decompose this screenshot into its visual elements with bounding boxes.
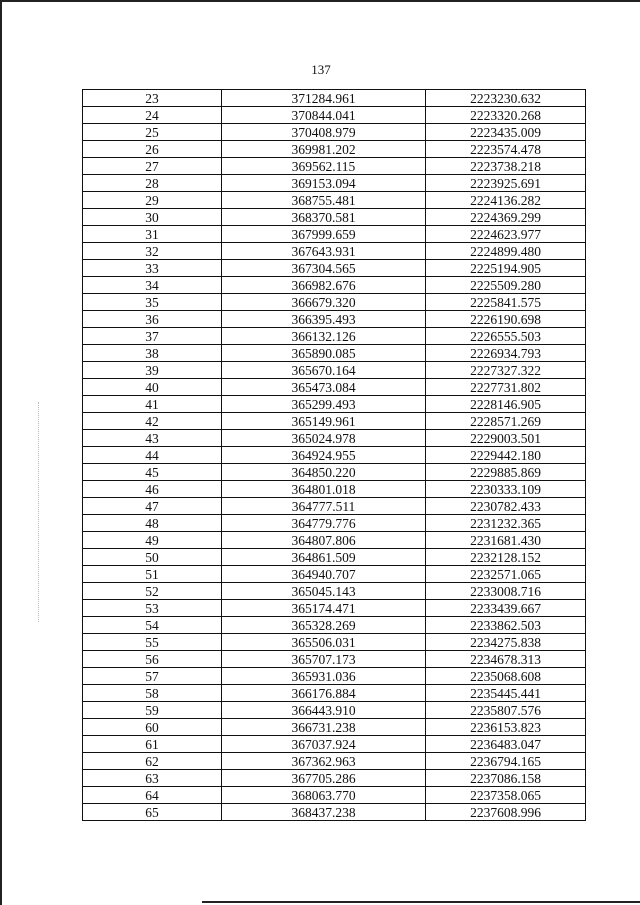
table-row [83,566,586,583]
y-coordinate-cell: 2234678.313 [426,651,586,668]
x-coordinate-cell: 366176.884 [222,685,426,702]
y-coordinate-cell: 2228571.269 [426,413,586,430]
y-coordinate-cell: 2237086.158 [426,770,586,787]
x-coordinate-cell: 366731.238 [222,719,426,736]
y-coordinate-cell: 2231681.430 [426,532,586,549]
y-coordinate-cell: 2225194.905 [426,260,586,277]
point-number-cell: 61 [83,736,222,753]
point-number-cell: 49 [83,532,222,549]
table-row [83,209,586,226]
table-row [83,770,586,787]
x-coordinate-cell: 368370.581 [222,209,426,226]
table-row [83,600,586,617]
table-row [83,430,586,447]
x-coordinate-cell: 365473.084 [222,379,426,396]
table-row [83,158,586,175]
point-number-cell: 62 [83,753,222,770]
y-coordinate-cell: 2225509.280 [426,277,586,294]
x-coordinate-cell: 365328.269 [222,617,426,634]
table-row [83,328,586,345]
point-number-cell: 39 [83,362,222,379]
page-number: 137 [311,62,331,77]
x-coordinate-cell: 364779.776 [222,515,426,532]
x-coordinate-cell: 368755.481 [222,192,426,209]
y-coordinate-cell: 2226190.698 [426,311,586,328]
table-row [83,141,586,158]
y-coordinate-cell: 2237608.996 [426,804,586,821]
table-row [83,719,586,736]
table-row [83,413,586,430]
point-number-cell: 28 [83,175,222,192]
x-coordinate-cell: 370408.979 [222,124,426,141]
table-row [83,685,586,702]
table-row [83,736,586,753]
x-coordinate-cell: 368063.770 [222,787,426,804]
table-row [83,362,586,379]
point-number-cell: 38 [83,345,222,362]
scan-edge-line [202,901,640,903]
point-number-cell: 47 [83,498,222,515]
point-number-cell: 23 [83,90,222,107]
y-coordinate-cell: 2233439.667 [426,600,586,617]
x-coordinate-cell: 368437.238 [222,804,426,821]
x-coordinate-cell: 365506.031 [222,634,426,651]
table-row [83,175,586,192]
point-number-cell: 36 [83,311,222,328]
coordinates-table [82,89,586,821]
y-coordinate-cell: 2224136.282 [426,192,586,209]
x-coordinate-cell: 364861.509 [222,549,426,566]
x-coordinate-cell: 365024.978 [222,430,426,447]
table-row [83,532,586,549]
point-number-cell: 59 [83,702,222,719]
x-coordinate-cell: 364850.220 [222,464,426,481]
x-coordinate-cell: 365890.085 [222,345,426,362]
point-number-cell: 40 [83,379,222,396]
point-number-cell: 45 [83,464,222,481]
y-coordinate-cell: 2231232.365 [426,515,586,532]
y-coordinate-cell: 2233008.716 [426,583,586,600]
x-coordinate-cell: 366132.126 [222,328,426,345]
x-coordinate-cell: 365670.164 [222,362,426,379]
x-coordinate-cell: 367999.659 [222,226,426,243]
point-number-cell: 56 [83,651,222,668]
point-number-cell: 55 [83,634,222,651]
point-number-cell: 42 [83,413,222,430]
y-coordinate-cell: 2233862.503 [426,617,586,634]
x-coordinate-cell: 365174.471 [222,600,426,617]
table-row [83,804,586,821]
table-row [83,753,586,770]
point-number-cell: 41 [83,396,222,413]
x-coordinate-cell: 367362.963 [222,753,426,770]
y-coordinate-cell: 2236483.047 [426,736,586,753]
table-row [83,481,586,498]
point-number-cell: 43 [83,430,222,447]
y-coordinate-cell: 2226555.503 [426,328,586,345]
table-row [83,651,586,668]
point-number-cell: 33 [83,260,222,277]
point-number-cell: 24 [83,107,222,124]
y-coordinate-cell: 2229442.180 [426,447,586,464]
point-number-cell: 65 [83,804,222,821]
table-row [83,226,586,243]
table-row [83,294,586,311]
point-number-cell: 26 [83,141,222,158]
point-number-cell: 52 [83,583,222,600]
point-number-cell: 63 [83,770,222,787]
table-row [83,634,586,651]
x-coordinate-cell: 365045.143 [222,583,426,600]
y-coordinate-cell: 2224623.977 [426,226,586,243]
x-coordinate-cell: 369981.202 [222,141,426,158]
x-coordinate-cell: 366679.320 [222,294,426,311]
point-number-cell: 44 [83,447,222,464]
y-coordinate-cell: 2234275.838 [426,634,586,651]
table-row [83,702,586,719]
x-coordinate-cell: 367643.931 [222,243,426,260]
point-number-cell: 53 [83,600,222,617]
point-number-cell: 51 [83,566,222,583]
table-row [83,617,586,634]
point-number-cell: 46 [83,481,222,498]
x-coordinate-cell: 365931.036 [222,668,426,685]
y-coordinate-cell: 2232571.065 [426,566,586,583]
y-coordinate-cell: 2235445.441 [426,685,586,702]
x-coordinate-cell: 365299.493 [222,396,426,413]
x-coordinate-cell: 367304.565 [222,260,426,277]
y-coordinate-cell: 2232128.152 [426,549,586,566]
point-number-cell: 25 [83,124,222,141]
point-number-cell: 60 [83,719,222,736]
y-coordinate-cell: 2237358.065 [426,787,586,804]
x-coordinate-cell: 364807.806 [222,532,426,549]
x-coordinate-cell: 364924.955 [222,447,426,464]
x-coordinate-cell: 365149.961 [222,413,426,430]
scan-margin-specks [38,402,40,622]
x-coordinate-cell: 365707.173 [222,651,426,668]
point-number-cell: 30 [83,209,222,226]
y-coordinate-cell: 2236794.165 [426,753,586,770]
x-coordinate-cell: 371284.961 [222,90,426,107]
table-row [83,192,586,209]
x-coordinate-cell: 366443.910 [222,702,426,719]
y-coordinate-cell: 2230782.433 [426,498,586,515]
coordinates-table-body [83,90,586,821]
table-row [83,277,586,294]
table-row [83,464,586,481]
point-number-cell: 50 [83,549,222,566]
table-row [83,447,586,464]
x-coordinate-cell: 364777.511 [222,498,426,515]
point-number-cell: 35 [83,294,222,311]
x-coordinate-cell: 369153.094 [222,175,426,192]
table-row [83,124,586,141]
table-row [83,515,586,532]
table-row [83,396,586,413]
y-coordinate-cell: 2223925.691 [426,175,586,192]
table-row [83,787,586,804]
table-row [83,583,586,600]
point-number-cell: 34 [83,277,222,294]
table-row [83,260,586,277]
x-coordinate-cell: 370844.041 [222,107,426,124]
point-number-cell: 37 [83,328,222,345]
y-coordinate-cell: 2230333.109 [426,481,586,498]
x-coordinate-cell: 366982.676 [222,277,426,294]
table-row [83,668,586,685]
point-number-cell: 48 [83,515,222,532]
y-coordinate-cell: 2223435.009 [426,124,586,141]
y-coordinate-cell: 2229003.501 [426,430,586,447]
table-row [83,549,586,566]
y-coordinate-cell: 2235807.576 [426,702,586,719]
x-coordinate-cell: 367705.286 [222,770,426,787]
y-coordinate-cell: 2228146.905 [426,396,586,413]
point-number-cell: 64 [83,787,222,804]
x-coordinate-cell: 364801.018 [222,481,426,498]
x-coordinate-cell: 366395.493 [222,311,426,328]
y-coordinate-cell: 2224369.299 [426,209,586,226]
point-number-cell: 27 [83,158,222,175]
y-coordinate-cell: 2223320.268 [426,107,586,124]
y-coordinate-cell: 2224899.480 [426,243,586,260]
y-coordinate-cell: 2223230.632 [426,90,586,107]
table-row [83,379,586,396]
y-coordinate-cell: 2226934.793 [426,345,586,362]
table-row [83,311,586,328]
point-number-cell: 31 [83,226,222,243]
x-coordinate-cell: 369562.115 [222,158,426,175]
y-coordinate-cell: 2223574.478 [426,141,586,158]
point-number-cell: 54 [83,617,222,634]
x-coordinate-cell: 364940.707 [222,566,426,583]
table-row [83,243,586,260]
table-row [83,498,586,515]
point-number-cell: 29 [83,192,222,209]
y-coordinate-cell: 2229885.869 [426,464,586,481]
point-number-cell: 58 [83,685,222,702]
y-coordinate-cell: 2223738.218 [426,158,586,175]
y-coordinate-cell: 2236153.823 [426,719,586,736]
y-coordinate-cell: 2227731.802 [426,379,586,396]
x-coordinate-cell: 367037.924 [222,736,426,753]
y-coordinate-cell: 2227327.322 [426,362,586,379]
table-row [83,90,586,107]
point-number-cell: 32 [83,243,222,260]
table-row [83,345,586,362]
y-coordinate-cell: 2225841.575 [426,294,586,311]
y-coordinate-cell: 2235068.608 [426,668,586,685]
point-number-cell: 57 [83,668,222,685]
table-row [83,107,586,124]
